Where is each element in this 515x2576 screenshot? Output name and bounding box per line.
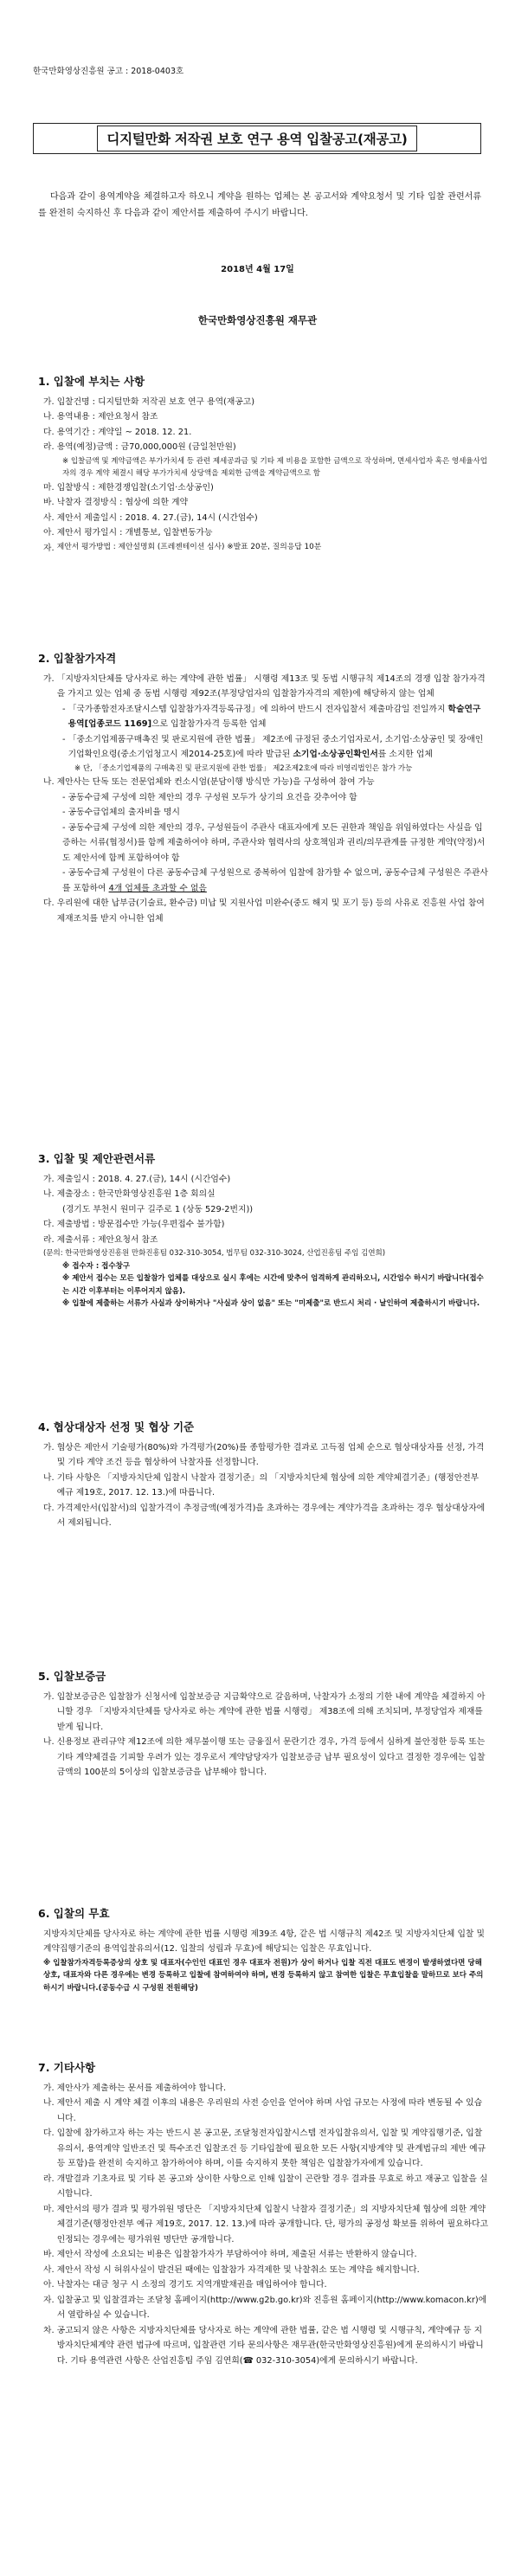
note: ※ 단, 「중소기업제품의 구매촉진 및 판로지원에 관한 법률」 제2조제2호에 따라 비영리법인은 참가 가능 bbox=[74, 763, 413, 773]
list-item: 다. 입찰에 참가하고자 하는 자는 반드시 본 공고문, 조달청전자입찰시스템 전자입찰유의서, 입찰 및 계약집행기준, 입찰유의서, 용역계약 일반조건 및 특수조건 입찰조건 등 기타입찰에 필요한 모든 사항(지방계약 및 관계법규의 제반 예규 등 포함)을 완전히 숙지하고 참가하여야 하며, 이를 숙지하지 못한 책임은 입찰참가자에게 있습니다. bbox=[43, 2128, 486, 2168]
list-item: 가. 제출일시 : 2018. 4. 27.(금), 14시 (시간엄수) bbox=[43, 1174, 231, 1184]
contact-info: (문의: 한국만화영상진흥원 만화진흥팀 032-310-3054, 법무팀 032-310-3024, 산업진흥팀 주임 김연희) bbox=[43, 1249, 386, 1258]
list-item: (경기도 부천시 원미구 길주로 1 (상동 529-2번지)) bbox=[62, 1204, 254, 1214]
notice-number: 한국만화영상진흥원 공고 : 2018-0403호 bbox=[33, 67, 184, 76]
paragraph: 지방자치단체를 당사자로 하는 계약에 관한 법률 시행령 제39조 4항, 같은 법 시행규칙 제42조 및 지방자치단체 입찰 및 계약집행기준의 용역입찰유의서(12. 입찰의 성립과 무효)에 해당되는 입찰은 무효입니다. bbox=[43, 1929, 485, 1954]
list-item: 가. 제안사가 제출하는 문서를 제출하여야 합니다. bbox=[43, 2083, 227, 2093]
sub-item: - 공동수급체 구성에 의한 제안의 경우, 구성원들이 주관사 대표자에게 모든 권한과 책임을 위임하였다는 사실을 입증하는 서류(협정서)를 함께 제출하여야 하며, 주관사와 협력사의 상호책임과 권리/의무관계를 규정한 계약(약정)서도 제안서에 함께 포함하여야 함 bbox=[62, 822, 486, 863]
list-item: 가. 협상은 제안서 기술평가(80%)와 가격평가(20%)를 종합평가한 결과로 고득점 업체 순으로 협상대상자를 선정, 가격 및 기타 계약 조건 등을 협상하여 낙찰자를 선정합니다. bbox=[43, 1442, 485, 1467]
list-item: 바. 제안서 작성에 소요되는 비용은 입찰참가자가 부담하여야 하며, 제출된 서류는 반환하지 않습니다. bbox=[43, 2250, 417, 2259]
list-item: 나. 제안서 제출 시 계약 체결 이후의 내용은 우리원의 사전 승인을 얻어야 하며 사업 규모는 사정에 따라 변동될 수 있습니다. bbox=[43, 2098, 483, 2123]
list-item: 사. 제안서 작성 시 허위사실이 발견된 때에는 입찰참가 자격제한 및 낙찰취소 또는 계약을 해지합니다. bbox=[43, 2264, 420, 2275]
notice-date: 2018년 4월 17일 bbox=[221, 265, 294, 274]
list-item: 나. 기타 사항은 「지방자치단체 입찰시 낙찰자 결정기준」의 「지방자치단체 협상에 의한 계약체결기준」(행정안전부 예규 제19호, 2017. 12. 13.)에 따릅니다. bbox=[43, 1472, 480, 1497]
section-7 bbox=[38, 2060, 488, 2368]
section-title: 4. 협상대상자 선정 및 협상 기준 bbox=[38, 1420, 195, 1433]
list-item: 가. 입찰건명 : 디지털만화 저작권 보호 연구 용역(재공고) bbox=[43, 396, 255, 407]
note: ※ 접수자 : 접수창구 bbox=[62, 1261, 131, 1271]
list-item: 바. 낙찰자 결정방식 : 협상에 의한 계약 bbox=[43, 498, 189, 507]
list-item: 아. 낙찰자는 대금 청구 시 소정의 경기도 지역개발채권을 매입하여야 합니다. bbox=[43, 2280, 327, 2289]
section-title: 2. 입찰참가자격 bbox=[38, 652, 117, 665]
list-item: 가. 「지방자치단체를 당사자로 하는 계약에 관한 법률」 시행령 제13조 및 동법 시행규칙 제14조의 경쟁 입찰 참가자격을 가지고 있는 업체 중 동법 시행령 제92조(부정당업자의 입찰참가자격의 제한)에 해당하지 않는 업체 bbox=[43, 673, 486, 699]
list-item: 마. 제안서의 평가 결과 및 평가위원 명단은 「지방자치단체 입찰시 낙찰자 결정기준」의 지방자치단체 협상에 의한 계약체결기준(행정안전부 예규 제19호, 2017. 12. 13.)에 따라 공개합니다. 단, 평가의 공정성 확보를 위하여 필요하다고 인정되는 경우에는 평가위원 명단만 공개합니다. bbox=[43, 2204, 488, 2244]
document-title: 디지털만화 저작권 보호 연구 용역 입찰공고(재공고) bbox=[97, 126, 416, 151]
section-title: 6. 입찰의 무효 bbox=[38, 1907, 110, 1920]
list-item: 나. 제안사는 단독 또는 전문업체와 컨소시엄(분담이행 방식만 가능)을 구성하여 참여 가능 bbox=[43, 777, 375, 787]
list-item: 자. 제안서 평가방법 : 제안설명회 (프레젠테이션 심사) ※발표 20분, 질의응답 10분 bbox=[43, 542, 322, 553]
list-item: 다. 제출방법 : 방문접수만 가능(우편접수 불가함) bbox=[43, 1220, 225, 1229]
issuing-organization: 한국만화영상진흥원 재무관 bbox=[197, 314, 318, 326]
list-item: 사. 제안서 제출일시 : 2018. 4. 27.(금), 14시 (시간엄수) bbox=[43, 512, 258, 523]
note: ※ 입찰참가자격등록증상의 상호 및 대표자(수인인 대표인 경우 대표자 전원)가 상이 하거나 입찰 직전 대표도 변경이 발생하였다면 당해 상호, 대표자와 다른 경우에는 변경 등록하고 입찰에 참여하여야 하며, 변경 등록하지 않고 참여한 입찰은 무효입찰을 말하므로 보다 주의하시기 바랍니다.(공동수급 시 구성원 전원해당) bbox=[43, 1958, 484, 1993]
title-frame bbox=[33, 123, 481, 154]
list-item: 라. 개발결과 기초자료 및 기타 본 공고와 상이한 사항으로 인해 입찰이 곤란할 경우 결과를 무효로 하고 재공고 입찰을 실시합니다. bbox=[43, 2174, 488, 2199]
section-6 bbox=[38, 1906, 488, 1994]
section-3 bbox=[38, 1151, 488, 1311]
section-4 bbox=[38, 1420, 488, 1531]
list-item: 나. 제출장소 : 한국만화영상진흥원 1층 회의실 bbox=[43, 1189, 216, 1199]
section-title: 1. 입찰에 부치는 사항 bbox=[38, 375, 145, 388]
note: ※ 입찰에 제출하는 서류가 사실과 상이하거나 "사실과 상이 없음" 또는 "미제출"로 반드시 처리 · 날인하여 제출하시기 바랍니다. bbox=[62, 1299, 480, 1308]
list-item: 자. 입찰공고 및 입찰결과는 조달청 홈페이지(http://www.g2b.go.kr)와 진흥원 홈페이지(http://www.komacon.kr)에서 열람하실 수 있습니다. bbox=[43, 2295, 487, 2320]
section-title: 3. 입찰 및 제안관련서류 bbox=[38, 1152, 156, 1165]
section-2 bbox=[38, 651, 488, 926]
list-item: 다. 용역기간 : 계약일 ~ 2018. 12. 21. bbox=[43, 427, 192, 437]
note: ※ 입찰금액 및 계약금액은 부가가치세 등 관련 제세공과금 및 기타 제 비용을 포함한 금액으로 작성하며, 면세사업자 혹은 영세율사업자의 경우 계약 체결시 해당 부가가치세 상당액을 제외한 금액을 계약금액으로 함 bbox=[62, 456, 487, 478]
list-item: 나. 신용정보 관리규약 제12조에 의한 채무불이행 또는 금융질서 문란기간 경우, 가격 등에서 심하게 불안정한 등록 또는 기타 계약체결을 기피할 우려가 있는 경우로서 계약담당자가 입찰보증금 납부 필요성이 있다고 결정한 경우에는 입찰금액의 100분의 5이상의 입찰보증금을 납부해야 합니다. bbox=[43, 1737, 486, 1777]
list-item: 라. 제출서류 : 제안요청서 참조 bbox=[43, 1234, 158, 1245]
list-item: 다. 가격제안서(입찰서)의 입찰가격이 추정금액(예정가격)을 초과하는 경우에는 계약가격을 초과하는 경우 협상대상자에서 제외됩니다. bbox=[43, 1503, 486, 1528]
section-title: 7. 기타사항 bbox=[38, 2061, 96, 2074]
section-title: 5. 입찰보증금 bbox=[38, 1670, 106, 1683]
list-item: 나. 용역내용 : 제안요청서 참조 bbox=[43, 412, 158, 422]
note: ※ 제안서 접수는 모든 입찰참가 업체를 대상으로 실시 후에는 시간에 맞추어 엄격하게 관리하오니, 시간엄수 하시기 바랍니다(접수는 시간 이후부터는 이루어지지 않음). bbox=[62, 1274, 484, 1296]
list-item: 마. 입찰방식 : 제한경쟁입찰(소기업·소상공인) bbox=[43, 482, 214, 493]
section-5 bbox=[38, 1669, 488, 1781]
list-item: 아. 제안서 평가일시 : 개별통보, 입찰변동가능 bbox=[43, 528, 213, 538]
sub-item: - 「국가종합전자조달시스템 입찰참가자격등록규정」에 의하여 반드시 전자입찰서 제출마감일 전일까지 학술연구용역[업종코드 1169]으로 입찰참가자격 등록한 업체 bbox=[62, 704, 481, 729]
sub-item: - 공동수급체 구성에 의한 제안의 경우 구성원 모두가 상기의 요건을 갖추어야 함 bbox=[62, 792, 357, 802]
sub-item: - 공동수급체 구성원이 다른 공동수급체 구성원으로 중복하여 입찰에 참가할 수 없으며, 공동수급체 구성원은 주관사를 포함하여 4개 업체를 초과할 수 없음 bbox=[62, 868, 488, 893]
list-item: 가. 입찰보증금은 입찰참가 신청서에 입찰보증금 지급확약으로 갈음하며, 낙찰자가 소정의 기한 내에 계약을 체결하지 아니할 경우 「지방자치단체를 당사자로 하는 계약에 관한 법률 시행령」 제38조에 의해 조치되며, 부정당업자 제재를 받게 됩니다. bbox=[43, 1691, 486, 1732]
sub-item: - 공동수급업체의 출자비율 명시 bbox=[62, 808, 180, 817]
list-item: 라. 용역(예정)금액 : 금70,000,000원 (금일천만원) bbox=[43, 442, 236, 452]
section-1 bbox=[38, 374, 488, 556]
sub-item: - 「중소기업제품구매촉진 및 판로지원에 관한 법률」 제2조에 규정된 중소기업자로서, 소기업·소상공인 및 장애인기업확인요령(중소기업청고시 제2014-25호)에 따라 발급된 소기업·소상공인확인서를 소지한 업체 bbox=[62, 734, 484, 759]
list-item: 다. 우리원에 대한 납부금(기술료, 환수금) 미납 및 지원사업 미완수(중도 해지 및 포기 등) 등의 사유로 진흥원 사업 참여 제재조치를 받지 아니한 업체 bbox=[43, 898, 485, 924]
intro-paragraph: 다음과 같이 용역계약을 체결하고자 하오니 계약을 원하는 업체는 본 공고서와 계약요청서 및 기타 입찰 관련서류를 완전히 숙지하신 후 다음과 같이 제안서를 제출하여 주시기 바랍니다. bbox=[38, 192, 481, 218]
list-item: 차. 공고되지 않은 사항은 지방자치단체를 당사자로 하는 계약에 관한 법률, 같은 법 시행령 및 시행규칙, 계약예규 등 지방자치단체계약 관련 법규에 따르며, 입찰관련 기타 문의사항은 재무관(한국만화영상진흥원)에게 문의하시기 바랍니다. 기타 용역관련 사항은 산업진흥팀 주임 김연희(☎ 032-310-3054)에게 문의하시기 바랍니다. bbox=[43, 2325, 484, 2366]
